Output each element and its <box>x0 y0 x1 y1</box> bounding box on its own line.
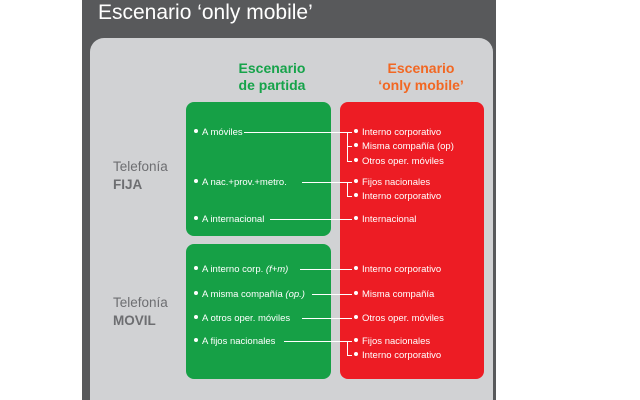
bullet-icon <box>354 291 358 295</box>
connector-line <box>284 341 347 342</box>
row-label-movil <box>113 294 168 330</box>
bullet-icon <box>194 315 198 319</box>
row-label-fija <box>113 158 168 194</box>
movil-left-label: A otros oper. móviles <box>202 313 291 324</box>
bullet-icon <box>194 338 198 342</box>
movil-left-label-emphasis: (op.) <box>285 289 305 300</box>
fija-right-item <box>354 127 441 138</box>
header-only-mobile-line1: Escenario <box>387 60 455 76</box>
connector-line <box>347 196 352 197</box>
movil-left-label: A misma compañía <box>202 289 286 300</box>
fija-right-item <box>354 156 444 167</box>
movil-left-item <box>194 313 290 324</box>
fija-left-item <box>194 127 243 138</box>
fija-right-item <box>354 141 454 152</box>
movil-left-label-emphasis: (f+m) <box>265 264 289 275</box>
connector-line <box>347 146 352 147</box>
header-only-mobile-scenario <box>351 60 491 94</box>
fija-left-label: A nac.+prov.+metro. <box>202 177 287 188</box>
fija-right-label: Interno corporativo <box>362 127 442 138</box>
connector-line <box>312 294 352 295</box>
bullet-icon <box>354 193 358 197</box>
connector-line <box>347 161 352 162</box>
movil-right-item <box>354 350 441 361</box>
connector-line <box>244 132 347 133</box>
bullet-icon <box>354 266 358 270</box>
fija-left-label: A móviles <box>202 127 243 138</box>
movil-left-item <box>194 336 275 347</box>
movil-left-label: A fijos nacionales <box>202 336 276 347</box>
movil-right-item <box>354 313 444 324</box>
connector-line <box>300 269 352 270</box>
fija-left-label: A internacional <box>202 214 265 225</box>
connector-bracket <box>347 341 348 356</box>
movil-right-label: Fijos nacionales <box>362 336 431 347</box>
row-label-movil-line1: Telefonía <box>113 295 168 310</box>
bullet-icon <box>194 129 198 133</box>
fija-right-label: Otros oper. móviles <box>362 156 444 167</box>
movil-left-item <box>194 289 305 300</box>
bullet-icon <box>194 266 198 270</box>
fija-right-item <box>354 191 441 202</box>
header-only-mobile-line2: ‘only mobile’ <box>378 77 464 93</box>
bullet-icon <box>354 143 358 147</box>
movil-left-label: A interno corp. <box>202 264 266 275</box>
bullet-icon <box>194 179 198 183</box>
header-starting-line2: de partida <box>238 77 306 93</box>
movil-right-label: Otros oper. móviles <box>362 313 444 324</box>
connector-line <box>347 355 352 356</box>
connector-line <box>347 182 352 183</box>
movil-right-item <box>354 289 434 300</box>
fija-right-label: Internacional <box>362 214 417 225</box>
movil-right-label: Interno corporativo <box>362 350 442 361</box>
slide <box>82 0 496 400</box>
fija-left-item <box>194 214 264 225</box>
bullet-icon <box>354 216 358 220</box>
bullet-icon <box>354 352 358 356</box>
row-label-fija-line2: FIJA <box>113 177 143 192</box>
row-label-movil-line2: MOVIL <box>113 313 156 328</box>
bullet-icon <box>194 216 198 220</box>
movil-right-item <box>354 336 430 347</box>
fija-right-label: Interno corporativo <box>362 191 442 202</box>
movil-right-label: Interno corporativo <box>362 264 442 275</box>
bullet-icon <box>354 158 358 162</box>
fija-right-label: Fijos nacionales <box>362 177 431 188</box>
fija-right-item <box>354 214 416 225</box>
header-starting-scenario <box>216 60 328 94</box>
bullet-icon <box>354 129 358 133</box>
connector-bracket <box>347 182 348 197</box>
bullet-icon <box>354 315 358 319</box>
connector-line <box>302 318 352 319</box>
row-label-fija-line1: Telefonía <box>113 159 168 174</box>
bullet-icon <box>354 338 358 342</box>
diagram-panel <box>90 38 493 400</box>
connector-line <box>302 182 347 183</box>
connector-line <box>347 341 352 342</box>
bullet-icon <box>194 291 198 295</box>
connector-line <box>270 219 352 220</box>
fija-right-label: Misma compañía (op) <box>362 141 454 152</box>
fija-right-item <box>354 177 430 188</box>
movil-right-label: Misma compañía <box>362 289 435 300</box>
connector-line <box>347 132 352 133</box>
fija-left-item <box>194 177 287 188</box>
bullet-icon <box>354 179 358 183</box>
slide-title: Escenario ‘only mobile’ <box>98 1 313 24</box>
header-starting-line1: Escenario <box>238 60 306 76</box>
movil-left-item <box>194 264 288 275</box>
movil-right-item <box>354 264 441 275</box>
